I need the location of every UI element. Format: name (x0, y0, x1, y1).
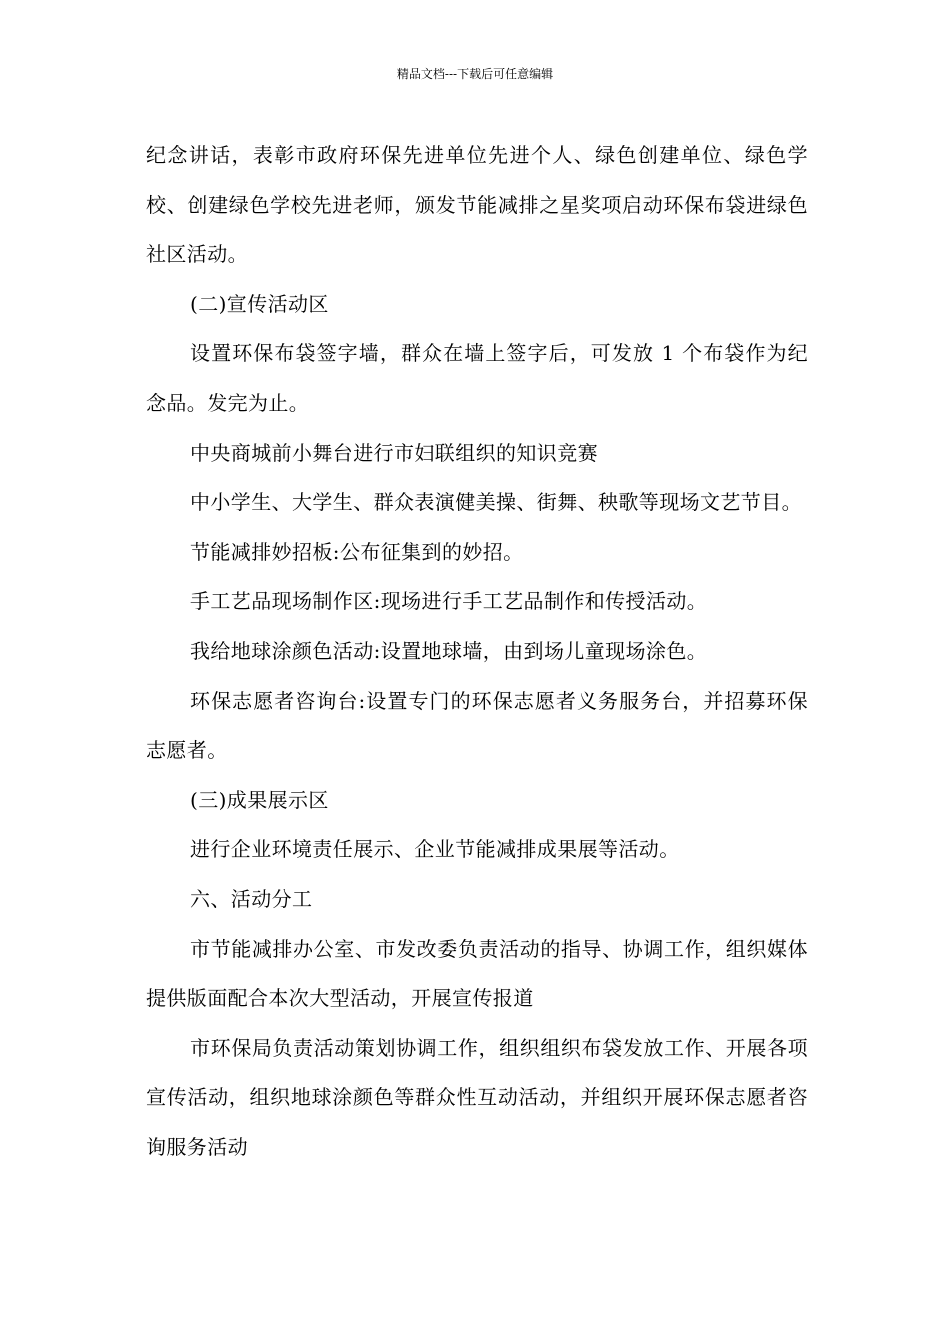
paragraph: 我给地球涂颜色活动:设置地球墙，由到场儿童现场涂色。 (190, 638, 708, 663)
paragraph: 市节能减排办公室、市发改委负责活动的指导、协调工作，组织媒体提供版面配合本次大型活动，开展宣传报道 (146, 936, 808, 1011)
paragraph: 进行企业环境责任展示、企业节能减排成果展等活动。 (190, 837, 680, 862)
paragraph: 节能减排妙招板:公布征集到的妙招。 (190, 539, 524, 564)
paragraph: 环保志愿者咨询台:设置专门的环保志愿者义务服务台，并招募环保志愿者。 (146, 688, 808, 763)
section-heading: (二)宣传活动区 (190, 291, 329, 316)
paragraph: 市环保局负责活动策划协调工作，组织组织布袋发放工作、开展各项宣传活动，组织地球涂颜色等群众性互动活动，并组织开展环保志愿者咨询服务活动 (146, 1035, 808, 1159)
section-heading: 六、活动分工 (190, 886, 313, 911)
paragraph: 设置环保布袋签字墙，群众在墙上签字后，可发放 1 个布袋作为纪念品。发完为止。 (146, 341, 808, 415)
page-header: 精品文档---下载后可任意编辑 (396, 67, 554, 81)
document-body (146, 131, 808, 1172)
paragraph: 中央商城前小舞台进行市妇联组织的知识竞赛 (190, 440, 598, 465)
paragraph: 中小学生、大学生、群众表演健美操、街舞、秧歌等现场文艺节目。 (190, 490, 802, 515)
section-heading: (三)成果展示区 (190, 787, 329, 812)
paragraph: 手工艺品现场制作区:现场进行手工艺品制作和传授活动。 (190, 589, 708, 614)
paragraph: 纪念讲话，表彰市政府环保先进单位先进个人、绿色创建单位、绿色学校、创建绿色学校先进老师，颁发节能减排之星奖项启动环保布袋进绿色社区活动。 (146, 143, 808, 267)
